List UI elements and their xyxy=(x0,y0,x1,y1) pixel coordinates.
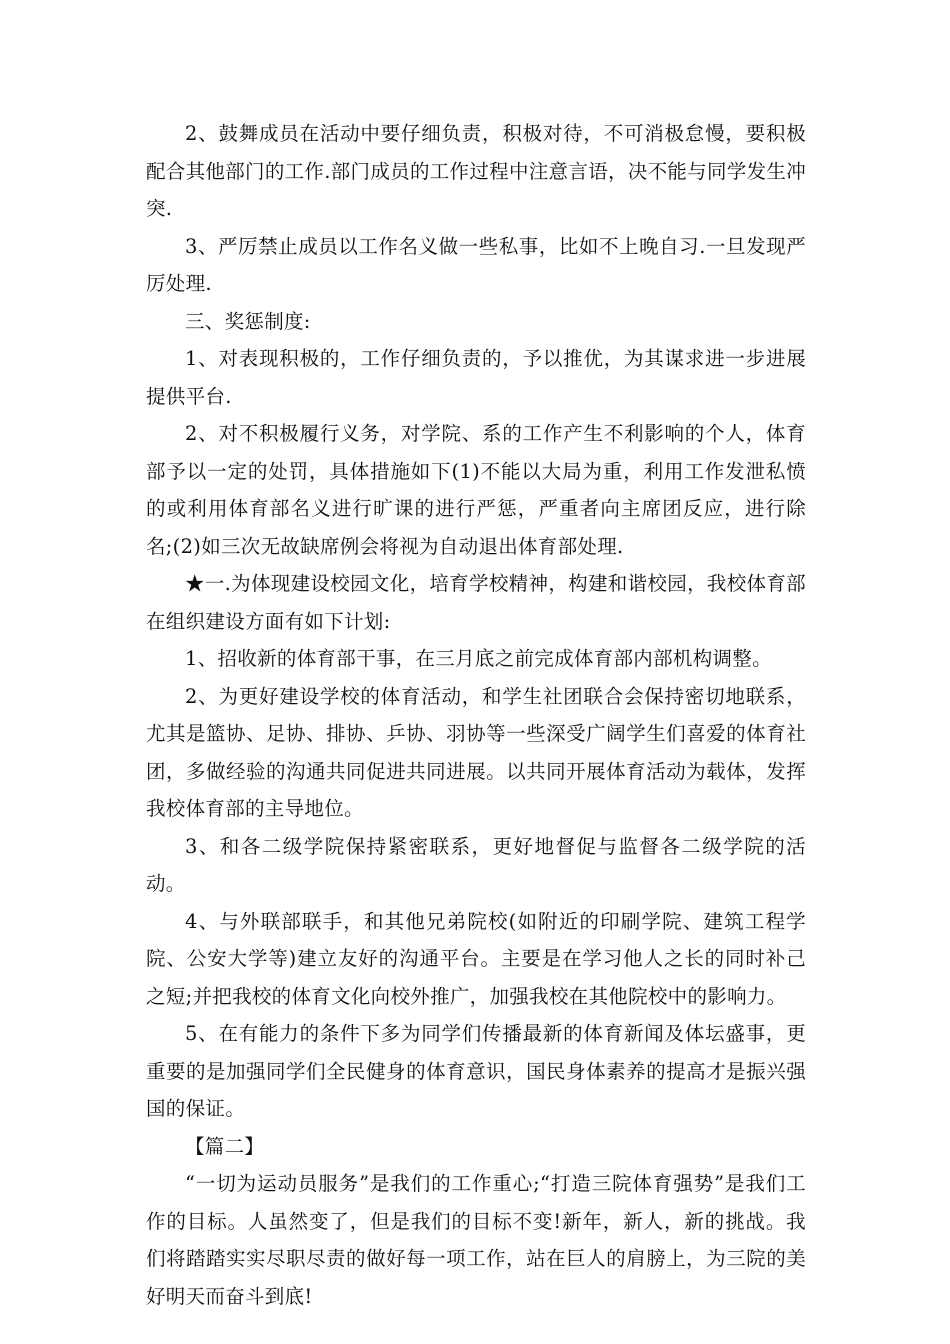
paragraph-plan-3: 3、和各二级学院保持紧密联系，更好地督促与监督各二级学院的活动。 xyxy=(146,834,806,895)
paragraph-reward-1: 1、对表现积极的，工作仔细负责的，予以推优，为其谋求进一步进展提供平台. xyxy=(146,347,806,408)
paragraph-plan-1: 1、招收新的体育部干事，在三月底之前完成体育部内部机构调整。 xyxy=(185,647,772,670)
paragraph-duty-2: 2、鼓舞成员在活动中要仔细负责，积极对待，不可消极怠慢，要积极配合其他部门的工作.部门成员的工作过程中注意言语，决不能与同学发生冲突. xyxy=(146,122,806,220)
paragraph-part-two-body: “一切为运动员服务”是我们的工作重心;“打造三院体育强势”是我们工作的目标。人虽然变了，但是我们的目标不变!新年，新人，新的挑战。我们将踏踏实实尽职尽责的做好每一项工作，站在巨人的肩膀上，为三院的美好明天而奋斗到底! xyxy=(146,1172,806,1308)
section-heading-rewards: 三、奖惩制度: xyxy=(185,309,311,333)
paragraph-duty-3: 3、严厉禁止成员以工作名义做一些私事，比如不上晚自习.一旦发现严厉处理. xyxy=(146,234,806,295)
section-heading-part-two: 【篇二】 xyxy=(185,1134,265,1158)
paragraph-reward-2: 2、对不积极履行义务，对学院、系的工作产生不利影响的个人，体育部予以一定的处罚，具体措施如下(1)不能以大局为重，利用工作发泄私愤的或利用体育部名义进行旷课的进行严惩，严重者向主席团反应，进行除名;(2)如三次无故缺席例会将视为自动退出体育部处理. xyxy=(146,422,806,558)
paragraph-plan-intro: ★一.为体现建设校园文化，培育学校精神，构建和谐校园，我校体育部在组织建设方面有如下计划: xyxy=(146,572,806,633)
paragraph-plan-2: 2、为更好建设学校的体育活动，和学生社团联合会保持密切地联系，尤其是篮协、足协、排协、乒协、羽协等一些深受广阔学生们喜爱的体育社团，多做经验的沟通共同促进共同进展。以共同开展体育活动为载体，发挥我校体育部的主导地位。 xyxy=(146,684,806,820)
paragraph-plan-5: 5、在有能力的条件下多为同学们传播最新的体育新闻及体坛盛事，更重要的是加强同学们全民健身的体育意识，国民身体素养的提高才是振兴强国的保证。 xyxy=(146,1022,806,1120)
document-body xyxy=(146,115,806,1315)
paragraph-plan-4: 4、与外联部联手，和其他兄弟院校(如附近的印刷学院、建筑工程学院、公安大学等)建立友好的沟通平台。主要是在学习他人之长的同时补己之短;并把我校的体育文化向校外推广，加强我校在其他院校中的影响力。 xyxy=(146,909,806,1008)
